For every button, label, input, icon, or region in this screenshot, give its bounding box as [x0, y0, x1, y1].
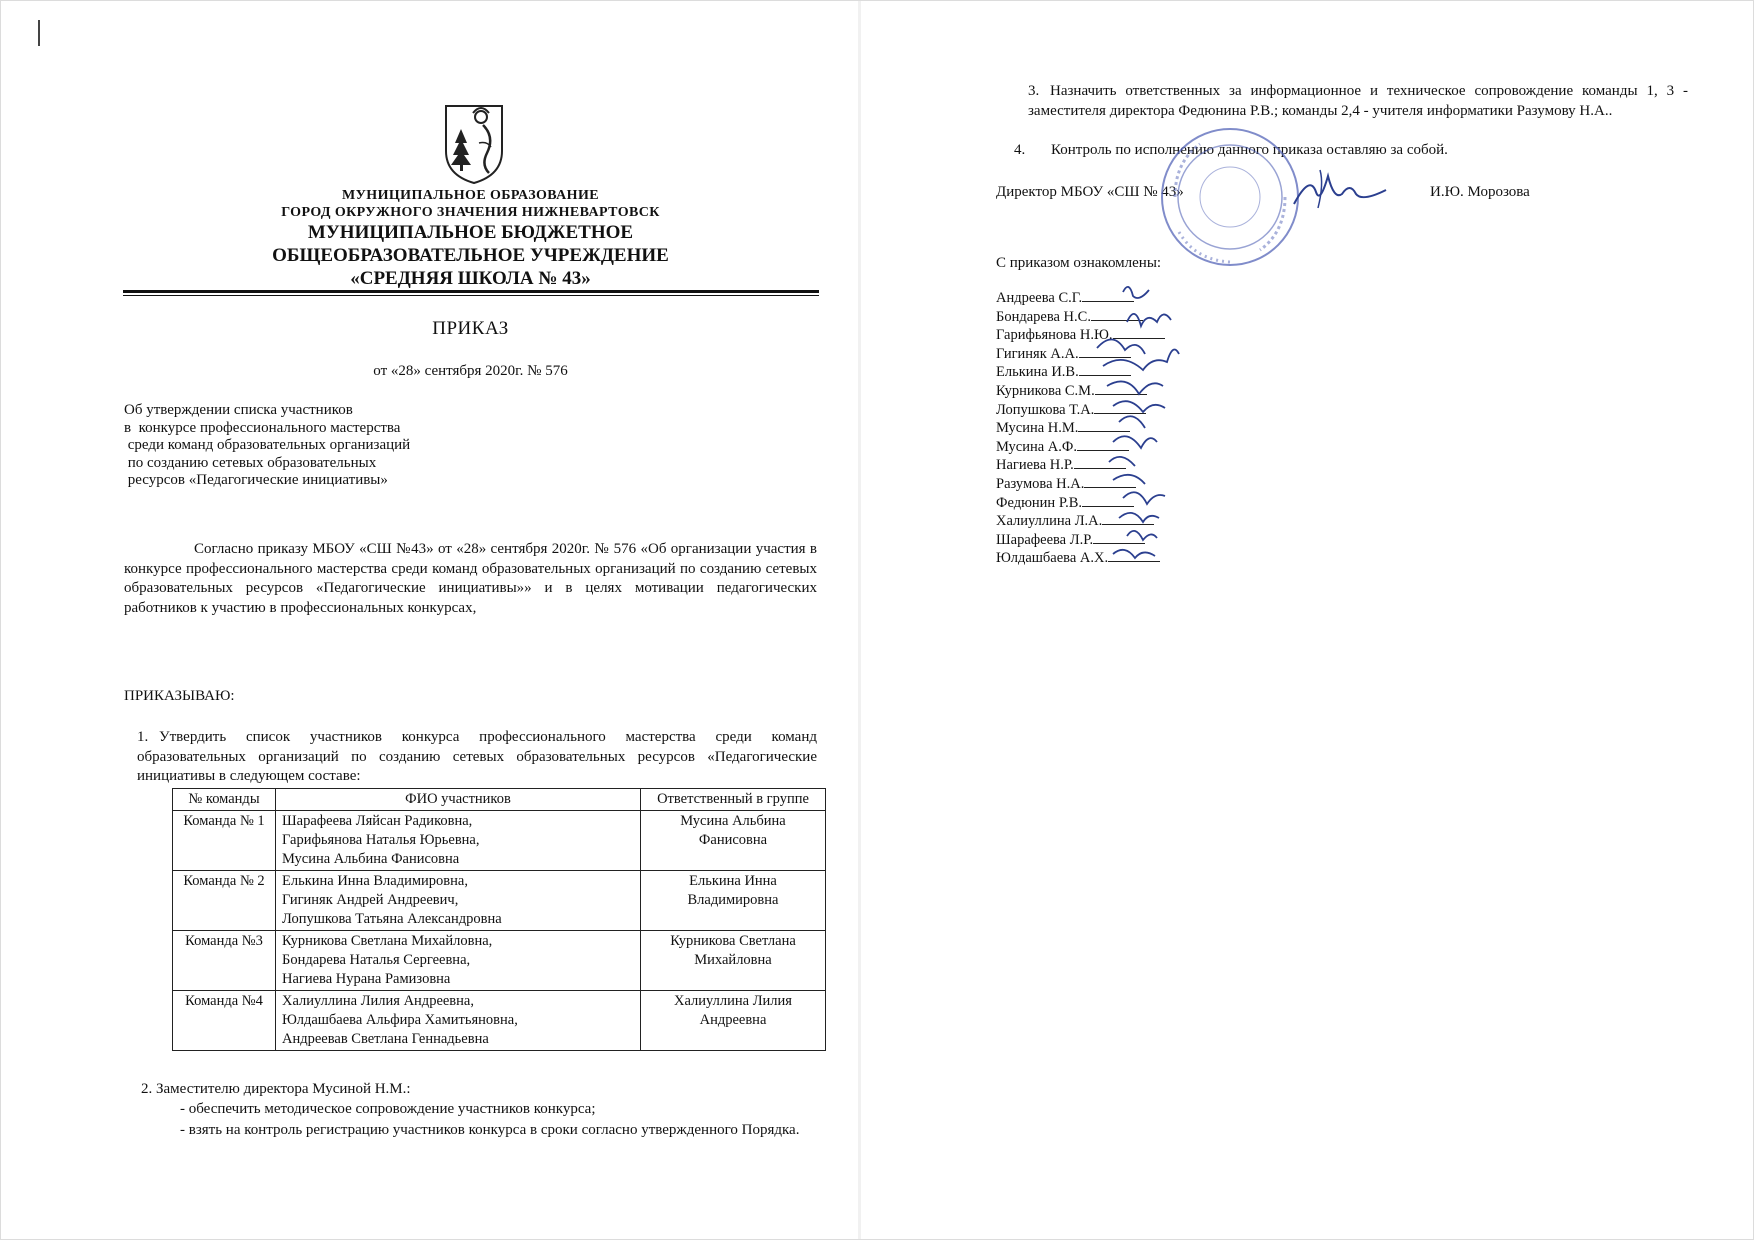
team-number: Команда №4: [173, 991, 276, 1051]
header-school-name: «СРЕДНЯЯ ШКОЛА № 43»: [350, 268, 591, 289]
subject-line: ресурсов «Педагогические инициативы»: [124, 472, 388, 488]
acquainted-name: Халиуллина Л.А.: [996, 513, 1103, 530]
member-name: Елькина Инна Владимировна,: [282, 873, 468, 889]
preamble-paragraph: Согласно приказу МБОУ «СШ №43» от «28» сентября 2020г. № 576 «Об организации участия в конкурсе профессионального мастерства среди команд образовательных организаций по созданию сетевых образовательных ресурсов «Педагогические инициативы»» и в целях мотивации педагогических работников к участию в профессиональных конкурсах,: [124, 541, 817, 616]
acquainted-name: Мусина А.Ф.: [996, 438, 1077, 455]
member-name: Халиуллина Лилия Андреевна,: [282, 993, 474, 1009]
header-school-type-1: МУНИЦИПАЛЬНОЕ БЮДЖЕТНОЕ: [307, 222, 634, 243]
acquainted-name: Лопушкова Т.А.: [996, 401, 1095, 418]
team-responsible: Елькина Инна Владимировна: [641, 871, 826, 931]
table-header: № команды: [173, 789, 276, 811]
item-text: Утвердить список участников конкурса профессионального мастерства среди команд образовательных организаций по созданию сетевых образовательных ресурсов «Педагогические инициативы в следующем составе:: [137, 729, 817, 784]
order-subject: [124, 402, 484, 490]
participants-table: [172, 788, 826, 1051]
member-name: Курникова Светлана Михайловна,: [282, 933, 493, 949]
member-name: Андреевав Светлана Геннадьевна: [282, 1031, 489, 1047]
item-number: 2.: [141, 1081, 153, 1097]
order-item-1: [137, 728, 817, 787]
team-number: Команда №3: [173, 931, 276, 991]
acquainted-name: Юлдашбаева А.Х.: [996, 550, 1109, 567]
table-header-row: [173, 789, 826, 811]
team-responsible: Халиуллина Лилия Андреевна: [641, 991, 826, 1051]
table-row: [173, 991, 826, 1051]
director-signature: [1290, 164, 1390, 212]
team-number: Команда № 1: [173, 811, 276, 871]
acquainted-name: Андреева С.Г.: [996, 290, 1083, 306]
member-name: Лопушкова Татьяна Александровна: [282, 911, 502, 927]
team-responsible: Курникова Светлана Михайловна: [641, 931, 826, 991]
team-members: [276, 991, 641, 1051]
table-header: ФИО участников: [276, 789, 641, 811]
member-name: Мусина Альбина Фанисовна: [282, 851, 460, 867]
document-title: ПРИКАЗ: [432, 318, 509, 339]
header-municipality: МУНИЦИПАЛЬНОЕ ОБРАЗОВАНИЕ: [342, 188, 599, 203]
item-2-subitem: - взять на контроль регистрацию участников конкурса в сроки согласно утвержденного Порядка.: [180, 1122, 800, 1138]
order-item-2: [141, 1080, 817, 1100]
order-item-3: [1028, 82, 1688, 121]
header-rule-thick: [123, 290, 819, 293]
acquainted-name: Гарифьянова Н.Ю.: [996, 327, 1113, 344]
acquainted-name: Федюнин Р.В.: [996, 494, 1082, 511]
table-row: [173, 931, 826, 991]
document-date-number: от «28» сентября 2020г. № 576: [373, 363, 568, 379]
member-name: Гарифьянова Наталья Юрьевна,: [282, 832, 480, 848]
item-2-subitem: - обеспечить методическое сопровождение участников конкурса;: [180, 1101, 596, 1117]
member-name: Юлдашбаева Альфира Хамитьяновна,: [282, 1012, 518, 1028]
page-divider: [858, 0, 861, 1240]
header-school-type-2: ОБЩЕОБРАЗОВАТЕЛЬНОЕ УЧРЕЖДЕНИЕ: [272, 245, 669, 266]
acquainted-name: Нагиева Н.Р.: [996, 457, 1074, 474]
table-row: [173, 811, 826, 871]
acquainted-name: Шарафеева Л.Р.: [996, 531, 1094, 548]
subject-line: Об утверждении списка участников: [124, 402, 353, 418]
subject-line: в конкурсе профессионального мастерства: [124, 419, 401, 436]
item-text: Контроль по исполнению данного приказа оставляю за собой.: [1051, 142, 1448, 158]
team-members: [276, 811, 641, 871]
handwritten-signatures: [1083, 282, 1193, 572]
item-number: 3.: [1028, 83, 1040, 99]
acquainted-heading: С приказом ознакомлены:: [996, 255, 1162, 271]
subject-line: по созданию сетевых образовательных: [124, 454, 377, 471]
member-name: Шарафеева Ляйсан Радиковна,: [282, 813, 473, 829]
item-text: Назначить ответственных за информационное и техническое сопровождение команды 1, 3 - заместителя директора Федюнина Р.В.; команды 2,4 - учителя информатики Разумову Н.А..: [1028, 83, 1688, 119]
scan-corner-mark: [38, 20, 40, 46]
team-members: [276, 931, 641, 991]
order-word: ПРИКАЗЫВАЮ:: [124, 688, 235, 704]
team-number: Команда № 2: [173, 871, 276, 931]
item-text: Заместителю директора Мусиной Н.М.:: [156, 1081, 411, 1097]
director-title: Директор МБОУ «СШ № 43»: [996, 184, 1184, 200]
member-name: Гигиняк Андрей Андреевич,: [282, 892, 459, 908]
acquainted-name: Елькина И.В.: [996, 364, 1079, 381]
member-name: Бондарева Наталья Сергеевна,: [282, 952, 471, 968]
director-name: И.Ю. Морозова: [1430, 184, 1530, 200]
school-seal-stamp: [1155, 122, 1305, 272]
acquainted-name: Разумова Н.А.: [996, 475, 1085, 492]
header-city: ГОРОД ОКРУЖНОГО ЗНАЧЕНИЯ НИЖНЕВАРТОВСК: [281, 205, 660, 220]
team-members: [276, 871, 641, 931]
acquainted-name: Бондарева Н.С.: [996, 308, 1091, 325]
item-number: 1.: [137, 729, 149, 745]
item-number: 4.: [1014, 142, 1026, 158]
order-page-left: [0, 0, 860, 1240]
member-name: Нагиева Нурана Рамизовна: [282, 971, 451, 987]
header-rule-thin: [123, 295, 819, 296]
subject-line: среди команд образовательных организаций: [124, 437, 411, 453]
table-row: [173, 871, 826, 931]
team-responsible: Мусина Альбина Фанисовна: [641, 811, 826, 871]
order-item-4: [1014, 141, 1688, 161]
city-coat-of-arms-icon: [443, 103, 505, 185]
acquainted-name: Курникова С.М.: [996, 382, 1095, 399]
acquainted-name: Мусина Н.М.: [996, 420, 1079, 437]
table-header: Ответственный в группе: [641, 789, 826, 811]
acquainted-name: Гигиняк А.А.: [996, 345, 1079, 362]
